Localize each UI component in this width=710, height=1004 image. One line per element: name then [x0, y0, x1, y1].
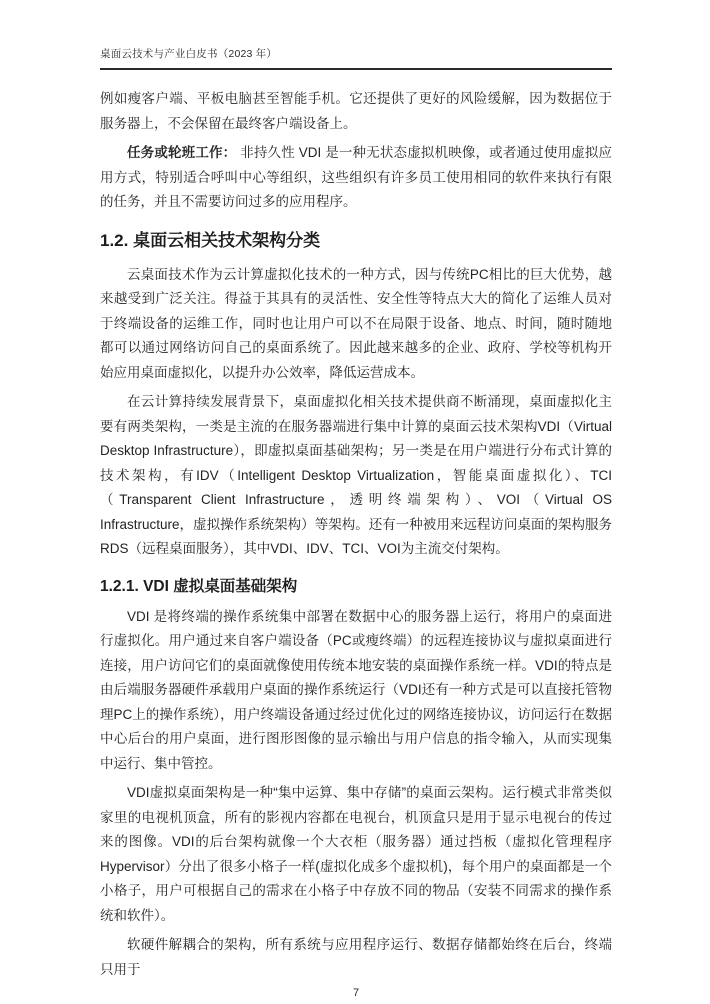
paragraph-intro: 例如瘦客户端、平板电脑甚至智能手机。它还提供了更好的风险缓解，因为数据位于服务器上，不会保留在最终客户端设备上。 [100, 91, 612, 131]
section-heading-1-2-1: 1.2.1. VDI 虚拟桌面基础架构 [100, 577, 298, 595]
paragraph-vdi-intro: VDI 是将终端的操作系统集中部署在数据中心的服务器上运行，将用户的桌面进行虚拟化。用户通过来自客户端设备（PC或瘦终端）的远程连接协议与虚拟桌面进行连接，用户访问它们的桌面就像使用传统本地安装的桌面操作系统一样。VDI的特点是由后端服务器硬件承载用户桌面的操作系统运行（VDI还有一种方式是可以直接托管物理PC上的操作系统），用户终端设备通过经过优化过的网络连接协议，访问运行在数据中心后台的用户桌面，进行图形图像的显示输出与用户信息的指令输入，从而实现集中运行、集中管控。 [100, 608, 612, 771]
paragraph-bold-lead: 任务或轮班工作： [127, 145, 237, 160]
paragraph-task-shift [100, 141, 612, 215]
section-heading-1-2: 1.2. 桌面云相关技术架构分类 [100, 230, 321, 250]
paragraph-cloud-desktop: 云桌面技术作为云计算虚拟化技术的一种方式，因与传统PC相比的巨大优势，越来越受到广泛关注。得益于其具有的灵活性、安全性等特点大大的简化了运维人员对于终端设备的运维工作，同时也让用户可以不在局限于设备、地点、时间，随时随地都可以通过网络访问自己的桌面系统了。因此越来越多的企业、政府、学校等机构开始应用桌面虚拟化，以提升办公效率，降低运营成本。 [100, 266, 612, 380]
paragraph-vdi-analogy: VDI虚拟桌面架构是一种“集中运算、集中存储”的桌面云架构。运行模式非常类似家里的电视机顶盒，所有的影视内容都在电视台，机顶盒只是用于显示电视台的传过来的图像。VDI的后台架构就像一个大衣柜（服务器）通过挡板（虚拟化管理程序Hypervisor）分出了很多小格子一样(虚拟化成多个虚拟机)，每个用户的桌面都是一个小格子，用户可根据自己的需求在小格子中存放不同的物品（安装不同需求的操作系统和软件）。 [100, 785, 612, 923]
running-header: 桌面云技术与产业白皮书（2023 年） [100, 47, 612, 70]
page-number: 7 [352, 987, 360, 999]
paragraph-task-text: 非持久性 VDI 是一种无状态虚拟机映像，或者通过使用虚拟应用方式，特别适合呼叫中心等组织，这些组织有许多员工使用相同的软件来执行有限的任务，并且不需要访问过多的应用程序。 [100, 145, 612, 209]
paragraph-decouple: 软硬件解耦合的架构，所有系统与应用程序运行、数据存储都始终在后台，终端只用于 [100, 937, 612, 977]
paragraph-two-architectures: 在云计算持续发展背景下，桌面虚拟化相关技术提供商不断涌现，桌面虚拟化主要有两类架构，一类是主流的在服务器端进行集中计算的桌面云技术架构VDI（Virtual Desktop Infrastructure），即虚拟桌面基础架构；另一类是在用户端进行分布式计算的技术架构，有IDV（Intelligent Desktop Virtualization，智能桌面虚拟化）、TCI（Transparent Client Infrastructure，透明终端架构）、VOI（Virtual OS Infrastructure，虚拟操作系统架构）等架构。还有一种被用来远程访问桌面的架构服务RDS（远程桌面服务），其中VDI、IDV、TCI、VOI为主流交付架构。 [100, 394, 612, 556]
